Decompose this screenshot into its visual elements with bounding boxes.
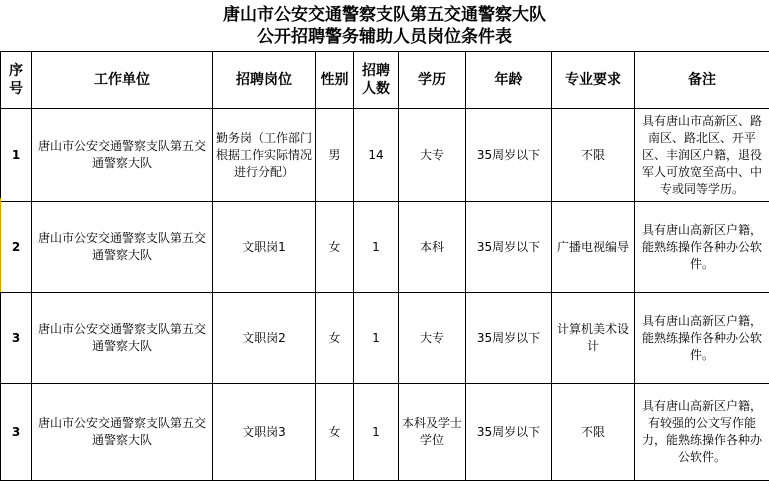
header-education: 学历 bbox=[399, 52, 466, 109]
cell-gender: 男 bbox=[316, 109, 354, 202]
cell-position: 文职岗1 bbox=[213, 202, 316, 293]
header-major: 专业要求 bbox=[552, 52, 635, 109]
document-title bbox=[0, 0, 769, 51]
conditions-table bbox=[0, 51, 769, 481]
cell-major: 不限 bbox=[552, 109, 635, 202]
cell-no: 3 bbox=[1, 293, 32, 384]
header-position: 招聘岗位 bbox=[213, 52, 316, 109]
cell-remarks: 具有唐山市高新区、路南区、路北区、开平区、丰润区户籍，退役军人可放宽至高中、中专或同等学历。 bbox=[635, 109, 769, 202]
cell-count: 1 bbox=[354, 202, 399, 293]
cell-count: 1 bbox=[354, 384, 399, 481]
cell-education: 本科 bbox=[399, 202, 466, 293]
header-age: 年龄 bbox=[466, 52, 552, 109]
cell-age: 35周岁以下 bbox=[466, 109, 552, 202]
cell-unit: 唐山市公安交通警察支队第五交通警察大队 bbox=[32, 202, 213, 293]
cell-major: 计算机美术设计 bbox=[552, 293, 635, 384]
cell-gender: 女 bbox=[316, 202, 354, 293]
cell-education: 大专 bbox=[399, 109, 466, 202]
cell-education: 大专 bbox=[399, 293, 466, 384]
cell-count: 14 bbox=[354, 109, 399, 202]
cell-position: 文职岗3 bbox=[213, 384, 316, 481]
cell-unit: 唐山市公安交通警察支队第五交通警察大队 bbox=[32, 293, 213, 384]
cell-age: 35周岁以下 bbox=[466, 293, 552, 384]
title-line-2: 公开招聘警务辅助人员岗位条件表 bbox=[0, 26, 769, 48]
cell-gender: 女 bbox=[316, 293, 354, 384]
cell-unit: 唐山市公安交通警察支队第五交通警察大队 bbox=[32, 109, 213, 202]
cell-major: 不限 bbox=[552, 384, 635, 481]
cell-major: 广播电视编导 bbox=[552, 202, 635, 293]
cell-remarks: 具有唐山高新区户籍，能熟练操作各种办公软件。 bbox=[635, 293, 769, 384]
cell-education: 本科及学士学位 bbox=[399, 384, 466, 481]
title-line-1: 唐山市公安交通警察支队第五交通警察大队 bbox=[0, 4, 769, 26]
table-row bbox=[1, 109, 769, 202]
cell-no: 1 bbox=[1, 109, 32, 202]
header-remarks: 备注 bbox=[635, 52, 769, 109]
header-no: 序号 bbox=[1, 52, 32, 109]
cell-remarks: 具有唐山高新区户籍，能熟练操作各种办公软件。 bbox=[635, 202, 769, 293]
cell-no: 3 bbox=[1, 384, 32, 481]
cell-age: 35周岁以下 bbox=[466, 202, 552, 293]
table-row bbox=[1, 202, 769, 293]
table-row bbox=[1, 293, 769, 384]
table-row bbox=[1, 384, 769, 481]
header-gender: 性别 bbox=[316, 52, 354, 109]
cell-age: 35周岁以下 bbox=[466, 384, 552, 481]
cell-no: 2 bbox=[1, 202, 32, 293]
selection-edge-marker bbox=[0, 198, 1, 292]
cell-gender: 女 bbox=[316, 384, 354, 481]
cell-position: 文职岗2 bbox=[213, 293, 316, 384]
header-row bbox=[1, 52, 769, 109]
cell-remarks: 具有唐山高新区户籍，有较强的公文写作能力，能熟练操作各种办公软件。 bbox=[635, 384, 769, 481]
cell-count: 1 bbox=[354, 293, 399, 384]
header-count: 招聘人数 bbox=[354, 52, 399, 109]
cell-position: 勤务岗（工作部门根据工作实际情况进行分配） bbox=[213, 109, 316, 202]
header-unit: 工作单位 bbox=[32, 52, 213, 109]
cell-unit: 唐山市公安交通警察支队第五交通警察大队 bbox=[32, 384, 213, 481]
